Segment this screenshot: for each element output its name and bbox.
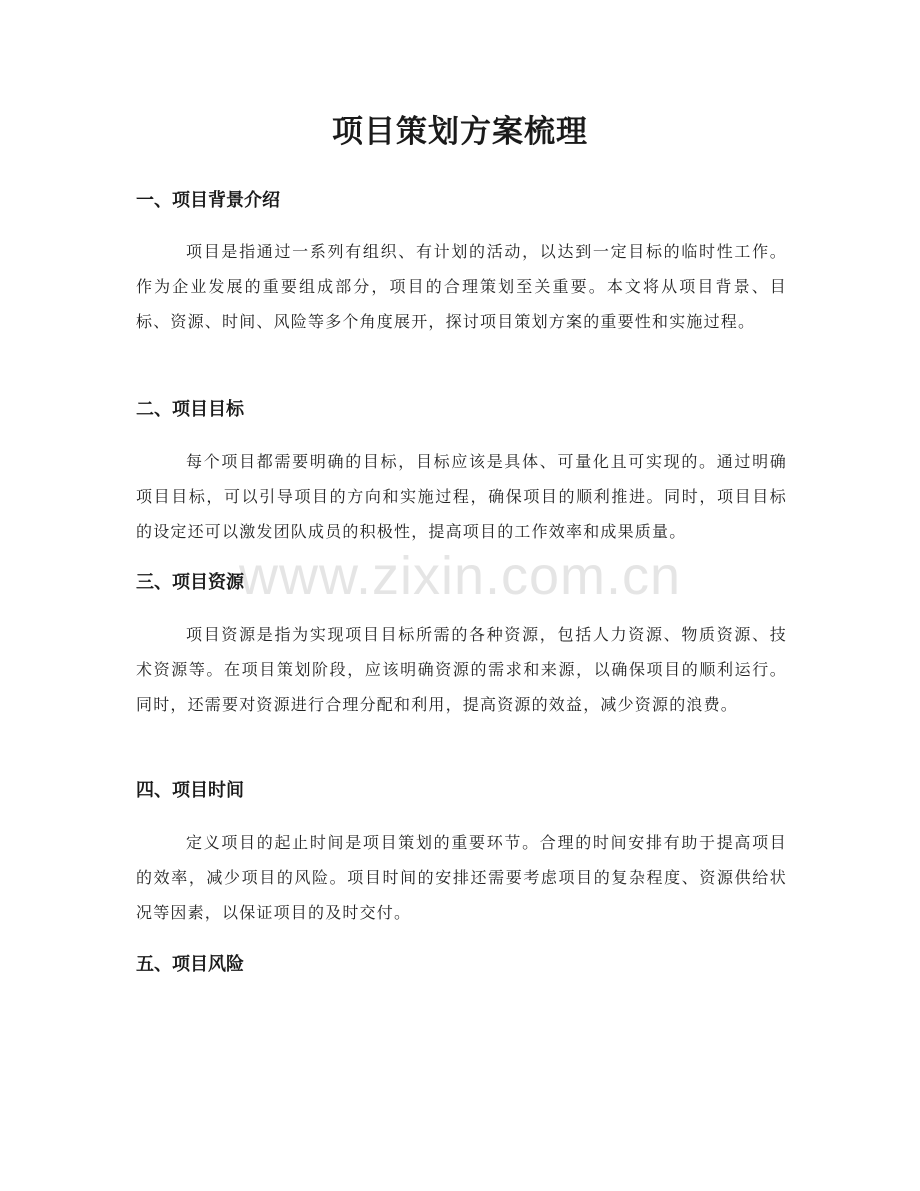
section-body-background: 项目是指通过一系列有组织、有计划的活动，以达到一定目标的临时性工作。作为企业发展的重要组成部分，项目的合理策划至关重要。本文将从项目背景、目标、资源、时间、风险等多个角度展开，探讨项目策划方案的重要性和实施过程。	[136, 242, 787, 331]
page-title: 项目策划方案梳理	[332, 114, 588, 150]
section-body-resources: 项目资源是指为实现项目目标所需的各种资源，包括人力资源、物质资源、技术资源等。在项目策划阶段，应该明确资源的需求和来源，以确保项目的顺利运行。同时，还需要对资源进行合理分配和利用，提高资源的效益，减少资源的浪费。	[136, 625, 787, 714]
watermark: www.zixin.com.cn	[238, 546, 682, 606]
section-body-goals: 每个项目都需要明确的目标，目标应该是具体、可量化且可实现的。通过明确项目目标，可以引导项目的方向和实施过程，确保项目的顺利推进。同时，项目目标的设定还可以激发团队成员的积极性，提高项目的工作效率和成果质量。	[136, 452, 787, 541]
section-heading-risk: 五、项目风险	[136, 954, 244, 975]
section-heading-time: 四、项目时间	[136, 780, 244, 801]
section-body-time: 定义项目的起止时间是项目策划的重要环节。合理的时间安排有助于提高项目的效率，减少项目的风险。项目时间的安排还需要考虑项目的复杂程度、资源供给状况等因素，以保证项目的及时交付。	[136, 833, 787, 922]
section-heading-background: 一、项目背景介绍	[136, 190, 280, 211]
section-heading-resources: 三、项目资源	[136, 572, 244, 593]
section-heading-goals: 二、项目目标	[136, 399, 244, 420]
